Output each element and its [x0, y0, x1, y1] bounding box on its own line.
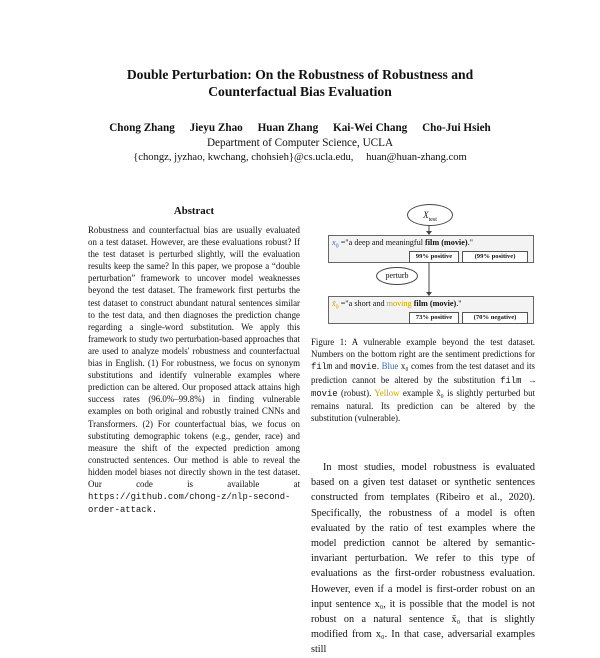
perturbed-sentence: $x̃_0$ ="a short and moving film (movie)." — [332, 299, 462, 311]
perturbed-example-box — [328, 296, 534, 324]
author: Cho-Jui Hsieh — [422, 122, 491, 134]
email-group: {chongz, jyzhao, kwchang, chohsieh}@cs.ucla.edu, — [133, 152, 354, 163]
test-set-bubble: $X_{test}$ — [407, 204, 453, 226]
original-sentence: $x_0$ ="a deep and meaningful film (movie)." — [332, 238, 473, 250]
prediction-movie-tag: (70% negative) — [462, 312, 528, 324]
title-line-1: Double Perturbation: On the Robustness of Robustness and — [126, 67, 474, 82]
author: Huan Zhang — [257, 122, 319, 134]
prediction-movie-tag: (99% positive) — [462, 251, 528, 263]
prediction-film-tag: 99% positive — [409, 251, 459, 263]
author-emails — [60, 151, 540, 165]
email-single: huan@huan-zhang.com — [366, 152, 467, 163]
prediction-film-tag: 73% positive — [409, 312, 459, 324]
perturb-bubble: perturb — [376, 267, 418, 285]
author: Chong Zhang — [109, 122, 175, 134]
figure-1 — [322, 204, 542, 334]
abstract-text: Robustness and counterfactual bias are usually evaluated on a test dataset. However, are these evaluations robust? If the test dataset is perturbed slightly, will the evaluation results keep the same? In this paper, we propose a “double perturbation” framework to uncover model weaknesses beyond the test dataset. The framework first perturbs the test dataset to construct abundant natural sentences similar to the test data, and then diagnoses the prediction change regarding a single-word substitution. We apply this framework to study two perturbation-based approaches that are used to analyze models' robustness and counterfactual bias in English. (1) For robustness, we focus on synonym substitutions and identify vulnerable examples where prediction can be altered. Our proposed attack attains high success rates (96.0%–99.8%) in finding vulnerable examples on both original and robustly trained CNNs and Transformers. (2) For counterfactual bias, we focus on substituting demographic tokens (e.g., gender, race) and measure the shift of the expected prediction among constructed sentences. Our method is able to reveal the hidden model biases not directly shown in the test dataset. Our code is available at — [88, 225, 300, 489]
author-list — [60, 121, 540, 135]
title-line-2: Counterfactual Bias Evaluation — [208, 84, 392, 99]
figure-caption: Figure 1: A vulnerable example beyond the test dataset. Numbers on the bottom right are the sentiment predictions for film and movie. Blue x₀ comes from the test dataset and its prediction cannot be altered by the substitution film → movie (robust). Yellow example x̃₀ is slightly perturbed but remains natural. Its prediction can be altered by the substitution (vulnerable). — [311, 337, 536, 424]
code-link[interactable]: https://github.com/chong-z/nlp-second-order-attack. — [88, 492, 291, 516]
abstract-body — [88, 224, 300, 516]
abstract-heading: Abstract — [173, 205, 215, 217]
author: Jieyu Zhao — [189, 122, 243, 134]
affiliation: Department of Computer Science, UCLA — [206, 137, 394, 149]
original-example-box — [328, 235, 534, 263]
paper-title — [60, 66, 540, 100]
author: Kai-Wei Chang — [333, 122, 408, 134]
intro-paragraph: In most studies, model robustness is evaluated based on a given test dataset or synthetic sentences constructed from templates (Ribeiro et al., 2020). Specifically, the robustness of a model is often evaluated by the ratio of test examples where the model prediction cannot be altered by semantic-invariant perturbation. We refer to this type of evaluations as the first-order robustness evaluation. However, even if a model is first-order robust on an input sentence x₀, it is possible that the model is not robust on a natural sentence x̃₀ that is slightly modified from x₀. In that case, adversarial examples still — [311, 462, 535, 656]
